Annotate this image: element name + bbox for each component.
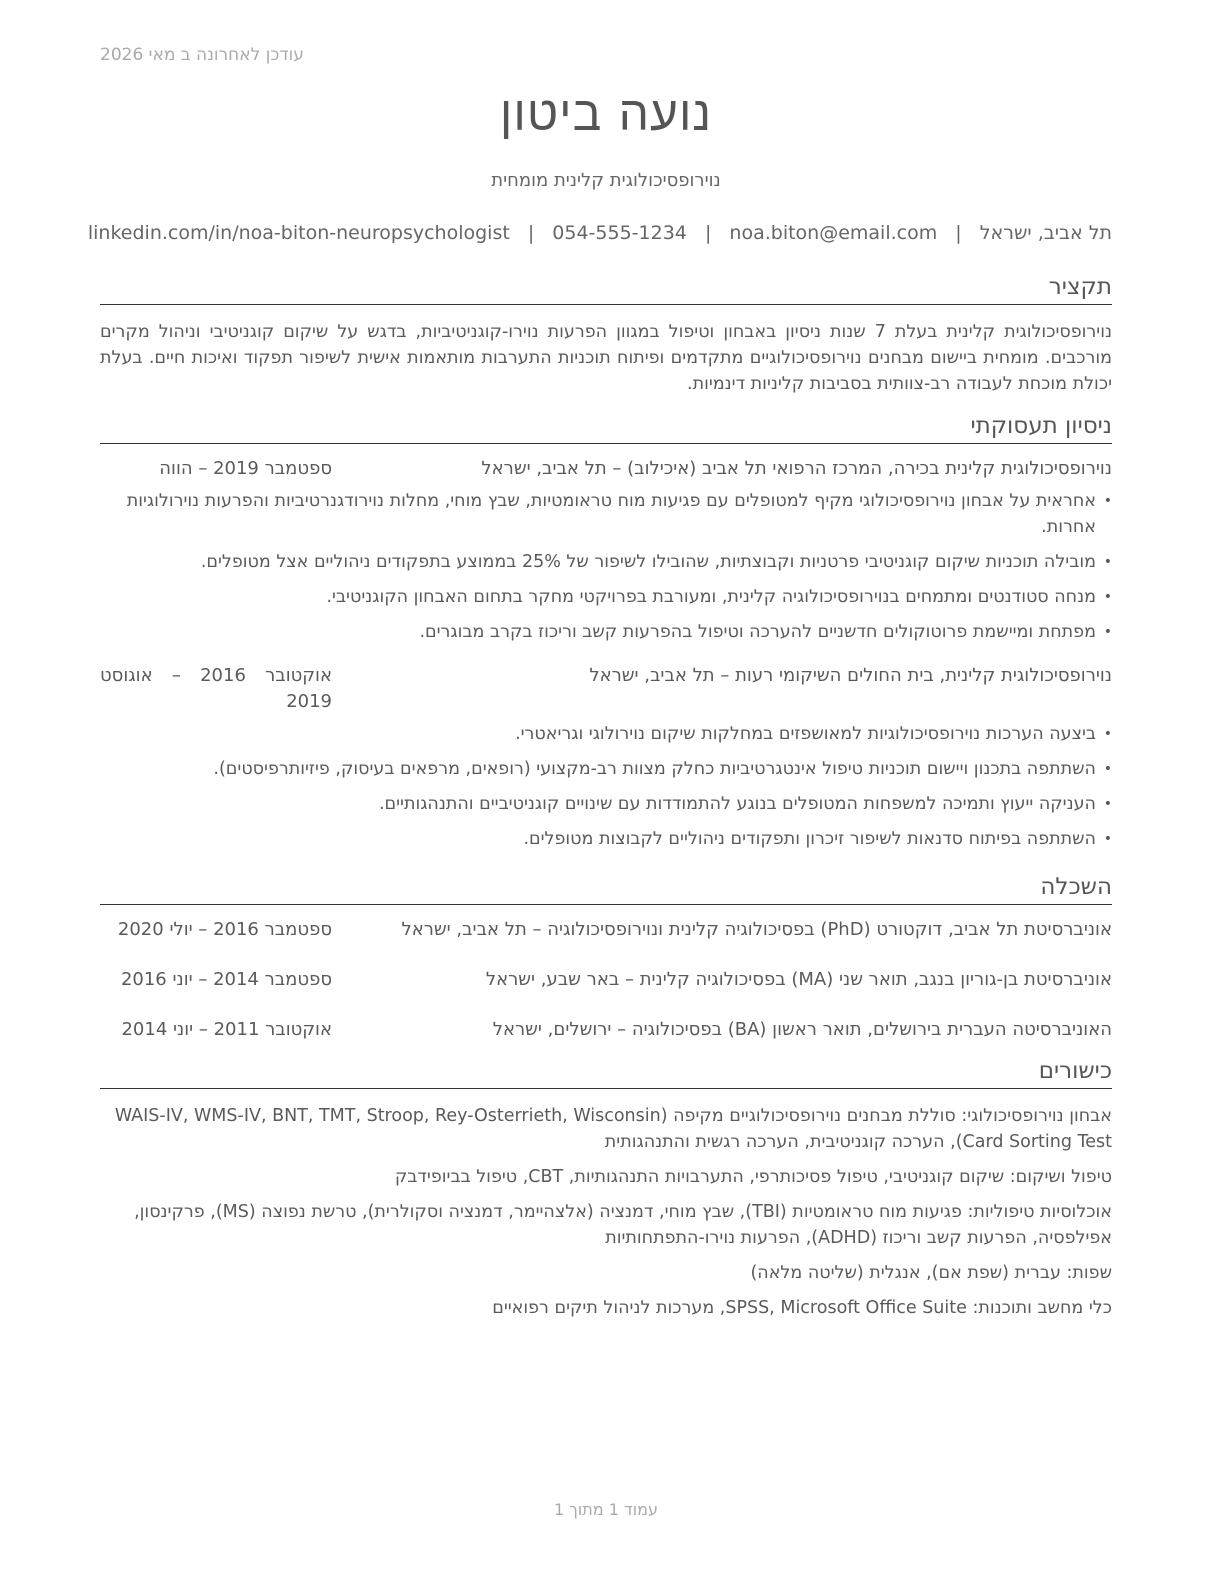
job-header xyxy=(100,663,1112,715)
job-role: נוירופסיכולוגית קלינית בכירה, המרכז הרפואי תל אביב (איכילוב) – תל אביב, ישראל xyxy=(481,457,1112,479)
section-heading-education: השכלה xyxy=(100,874,1112,905)
job-entry xyxy=(100,663,1112,852)
section-heading-experience: ניסיון תעסוקתי xyxy=(100,413,1112,444)
last-updated: עודכן לאחרונה ב מאי 2026 xyxy=(100,45,304,65)
education-dates: אוקטובר 2011 – יוני 2014 xyxy=(121,1018,332,1040)
page-title: נועה ביטון xyxy=(499,86,713,142)
education-entry xyxy=(100,1017,1112,1043)
contact-separator: | xyxy=(955,222,962,244)
job-bullets xyxy=(100,488,1112,645)
list-item: • השתתפה בפיתוח סדנאות לשיפור זיכרון ותפקודים ניהוליים לקבוצות מטופלים. xyxy=(100,826,1112,852)
education-section xyxy=(100,874,1112,1043)
contact-location: תל אביב, ישראל xyxy=(979,222,1112,244)
contact-separator: | xyxy=(527,222,535,244)
contact-separator: | xyxy=(704,222,712,244)
skill-item: שפות: עברית (שפת אם), אנגלית (שליטה מלאה) xyxy=(750,1262,1112,1283)
resume-page xyxy=(87,0,1112,1584)
professional-title: נוירופסיכולוגית קלינית מומחית xyxy=(491,170,721,191)
skill-item: אוכלוסיות טיפוליות: פגיעות מוח טראומטיות (TBI), שבץ מוחי, דמנציה (אלצהיימר, דמנציה וסקולרית), טרשת נפוצה (MS), פרקינסון, אפילפסיה, הפרעות קשב וריכוז (ADHD), הפרעות נוירו-התפתחותיות xyxy=(134,1201,1112,1248)
education-entry xyxy=(100,967,1112,993)
summary-section xyxy=(100,274,1112,397)
contact-line xyxy=(87,222,1112,244)
education-degree: אוניברסיטת תל אביב, דוקטורט (PhD) בפסיכולוגיה קלינית ונוירופסיכולוגיה – תל אביב, ישראל xyxy=(401,918,1112,940)
skills-section xyxy=(100,1058,1112,1321)
job-dates: אוקטובר 2016 – אוגוסט 2019 xyxy=(100,664,332,712)
contact-email[interactable]: noa.biton@email.com xyxy=(729,222,938,244)
skill-item: טיפול ושיקום: שיקום קוגניטיבי, טיפול פסיכותרפי, התערבויות התנהגותיות, CBT, טיפול בביופידבק xyxy=(394,1166,1112,1187)
page-number: עמוד 1 מתוך 1 xyxy=(554,1500,658,1519)
experience-section xyxy=(100,413,1112,861)
contact-linkedin[interactable]: linkedin.com/in/noa-biton-neuropsychologist xyxy=(87,222,510,244)
section-heading-skills: כישורים xyxy=(100,1058,1112,1089)
job-entry xyxy=(100,456,1112,645)
skill-item: אבחון נוירופסיכולוגי: סוללת מבחנים נוירופסיכולוגיים מקיפה (WAIS-IV, WMS-IV, BNT, TMT, Stroop, Rey-Osterrieth, Wisconsin Card Sorting Test), הערכה קוגניטיבית, הערכה רגשית והתנהגותית xyxy=(114,1105,1112,1152)
list-item: • ביצעה הערכות נוירופסיכולוגיות למאושפזים במחלקות שיקום נוירולוגי וגריאטרי. xyxy=(100,721,1112,747)
education-entry xyxy=(100,917,1112,943)
summary-text: נוירופסיכולוגית קלינית בעלת 7 שנות ניסיון באבחון וטיפול במגוון הפרעות נוירו-קוגניטיביות, בדגש על שיקום קוגניטיבי וניהול מקרים מורכבים. מומחית ביישום מבחנים נוירופסיכולוגיים מתקדמים ופיתוח תוכניות התערבות מותאמות אישית לשיפור תפקוד ואיכות חיים. בעלת יכולת מוכחת לעבודה רב-צוותית בסביבות קליניות דינמיות. xyxy=(100,321,1112,394)
job-dates: ספטמבר 2019 – הווה xyxy=(159,457,332,479)
section-heading-summary: תקציר xyxy=(100,274,1112,305)
contact-phone[interactable]: 054-555-1234 xyxy=(552,222,687,244)
job-header xyxy=(100,456,1112,482)
education-degree: אוניברסיטת בן-גוריון בנגב, תואר שני (MA) בפסיכולוגיה קלינית – באר שבע, ישראל xyxy=(485,968,1112,990)
education-degree: האוניברסיטה העברית בירושלים, תואר ראשון (BA) בפסיכולוגיה – ירושלים, ישראל xyxy=(492,1018,1112,1040)
job-bullets xyxy=(100,721,1112,852)
list-item: • מנחה סטודנטים ומתמחים בנוירופסיכולוגיה קלינית, ומעורבת בפרויקטי מחקר בתחום האבחון הקוגניטיבי. xyxy=(100,584,1112,610)
job-role: נוירופסיכולוגית קלינית, בית החולים השיקומי רעות – תל אביב, ישראל xyxy=(589,664,1112,686)
list-item: • אחראית על אבחון נוירופסיכולוגי מקיף למטופלים עם פגיעות מוח טראומטיות, שבץ מוחי, מחלות נוירודגנרטיביות והפרעות נוירולוגיות אחרות. xyxy=(100,488,1112,540)
list-item: • העניקה ייעוץ ותמיכה למשפחות המטופלים בנוגע להתמודדות עם שינויים קוגניטיביים והתנהגותיים. xyxy=(100,791,1112,817)
education-dates: ספטמבר 2016 – יולי 2020 xyxy=(117,918,332,940)
list-item: • מפתחת ומיישמת פרוטוקולים חדשניים להערכה וטיפול בהפרעות קשב וריכוז בקרב מבוגרים. xyxy=(100,619,1112,645)
list-item: • השתתפה בתכנון ויישום תוכניות טיפול אינטגרטיביות כחלק מצוות רב-מקצועי (רופאים, מרפאים בעיסוק, פיזיותרפיסטים). xyxy=(100,756,1112,782)
skill-item: כלי מחשב ותוכנות: SPSS, Microsoft Office Suite, מערכות לניהול תיקים רפואיים xyxy=(492,1297,1112,1318)
list-item: • מובילה תוכניות שיקום קוגניטיבי פרטניות וקבוצתיות, שהובילו לשיפור של 25% בממוצע בתפקודים ניהוליים אצל מטופלים. xyxy=(100,549,1112,575)
education-dates: ספטמבר 2014 – יוני 2016 xyxy=(120,968,332,990)
